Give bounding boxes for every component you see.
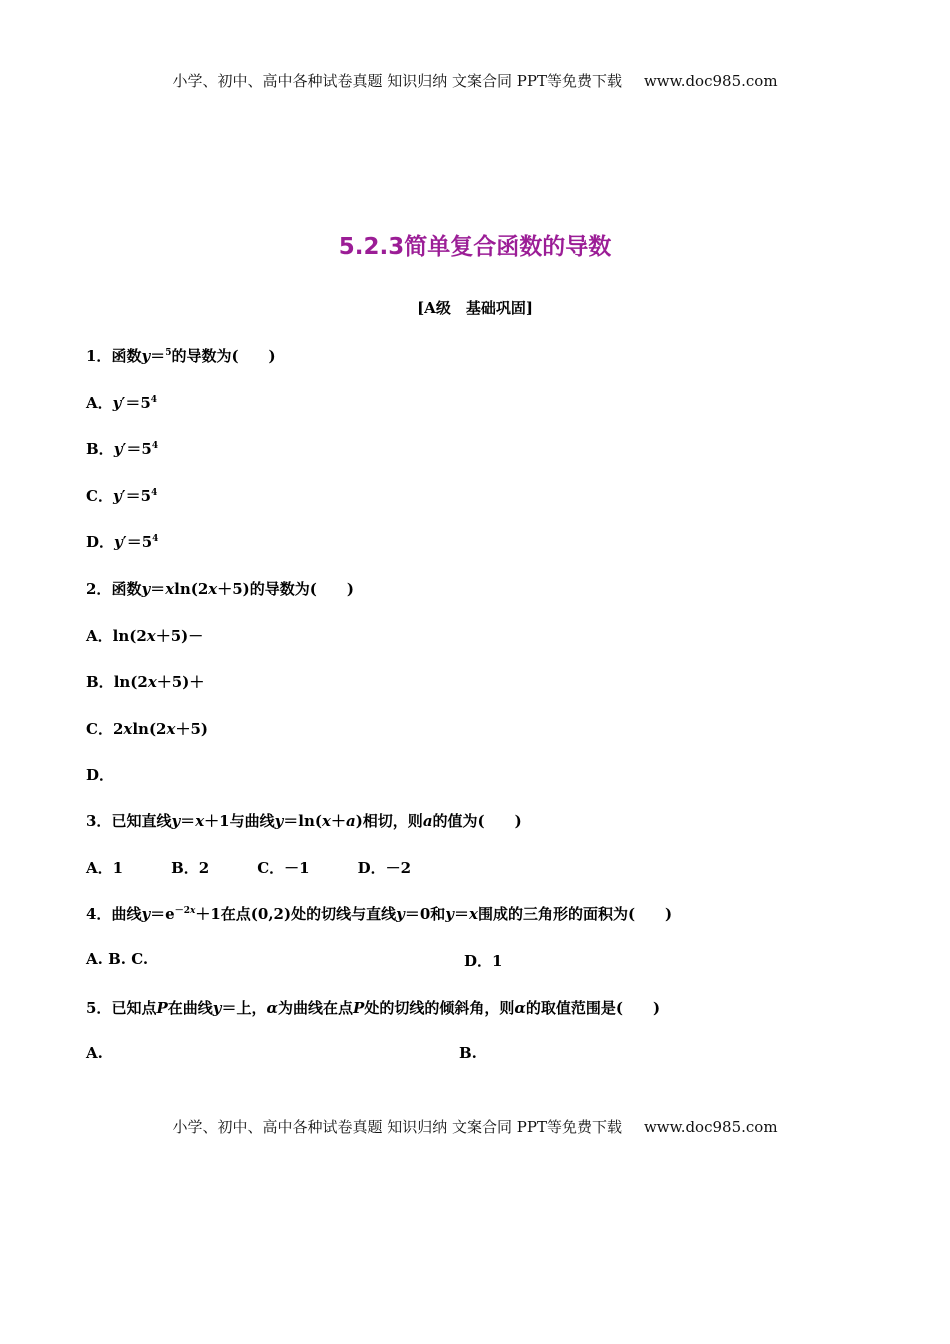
question-2-option-a: A．ln(2x＋5)－ <box>86 627 204 645</box>
question-1-option-a: A．$y'=5^4$ <box>86 394 158 412</box>
section-level: [A级 基础巩固] <box>417 299 533 317</box>
page-footer <box>0 1116 950 1137</box>
question-4-options-abc: A. B. C. <box>86 950 149 968</box>
question-5-option-b: B. <box>459 1044 477 1062</box>
question-1-option-b: B．$y'=5^4$ <box>86 440 159 458</box>
question-3: 3．已知直线y＝x＋1与曲线y＝ln(x＋a)相切，则a的值为( ) <box>86 812 522 830</box>
question-3-options <box>86 857 411 878</box>
question-4: 4．曲线$y=e^{-2x}+1$在点(0,2)处的切线与直线y＝0和y＝x围成的三角形的面积为( ) <box>86 905 673 923</box>
question-2: 2．函数y＝xln(2x＋5)的导数为( ) <box>86 580 354 598</box>
header-site-link[interactable]: www.doc985.com <box>643 72 778 90</box>
header-text: 小学、初中、高中各种试卷真题 知识归纳 文案合同 PPT等免费下载 <box>172 72 622 90</box>
footer-site-link[interactable]: www.doc985.com <box>643 1118 778 1136</box>
question-5-option-a: A. <box>86 1044 103 1062</box>
footer-text: 小学、初中、高中各种试卷真题 知识归纳 文案合同 PPT等免费下载 <box>172 1118 622 1136</box>
question-2-option-b: B．ln(2x＋5)＋ <box>86 673 205 691</box>
question-1: 1．函数y＝$^5$的导数为( ) <box>86 347 276 365</box>
question-2-option-d: D． <box>86 766 115 784</box>
question-1-option-d: D．$y'=5^4$ <box>86 533 159 551</box>
question-5: 5．已知点P在曲线y＝上，α为曲线在点P处的切线的倾斜角，则α的取值范围是( ) <box>86 999 661 1017</box>
question-4-option-d: D．1 <box>464 952 503 970</box>
q3-option-a: A．1 <box>86 859 124 877</box>
q3-option-d: D．－2 <box>357 859 412 877</box>
page-header <box>0 70 950 91</box>
page-title: 5.2.3简单复合函数的导数 <box>338 234 612 260</box>
q3-option-c: C．－1 <box>257 859 310 877</box>
question-2-option-c: C．2xln(2x＋5) <box>86 720 208 738</box>
q3-option-b: B．2 <box>171 859 210 877</box>
question-1-option-c: C．$y'=5^4$ <box>86 487 158 505</box>
